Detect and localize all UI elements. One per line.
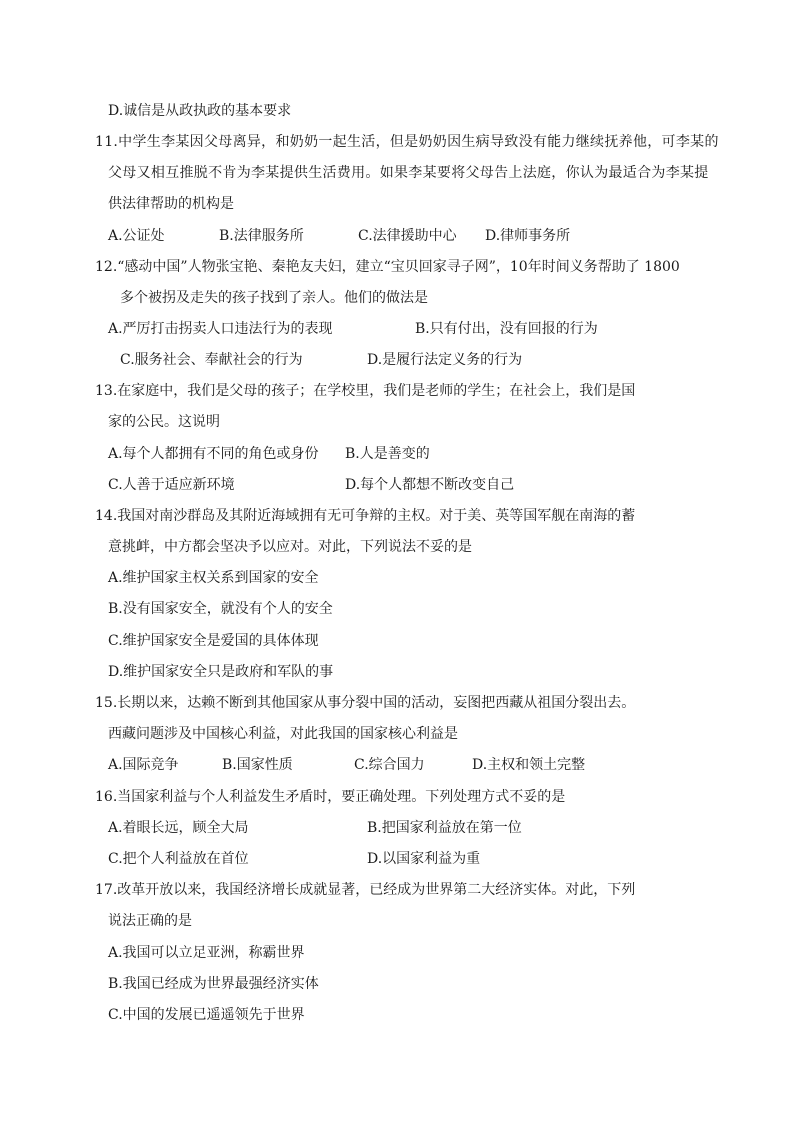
line-q15-stem-2: 西藏问题涉及中国核心利益，对此我国的国家核心利益是 [108, 726, 458, 742]
q13-option-d: D.每个人都想不断改变自己 [345, 477, 515, 493]
line-q11-stem-1: 11.中学生李某因父母离异，和奶奶一起生活，但是奶奶因生病导致没有能力继续抚养他，可李某的 [95, 134, 719, 150]
q14-option-d: D.维护国家安全只是政府和军队的事 [108, 664, 334, 680]
q12-option-c: C.服务社会、奉献社会的行为 [120, 352, 303, 368]
line-q12-stem-2: 多个被拐及走失的孩子找到了亲人。他们的做法是 [120, 290, 428, 306]
q16-option-d: D.以国家利益为重 [367, 851, 481, 867]
line-q13-stem-2: 家的公民。这说明 [108, 414, 220, 430]
q16-option-a: A.着眼长远，顾全大局 [108, 820, 249, 836]
q11-option-d: D.律师事务所 [485, 228, 571, 244]
line-q11-stem-3: 供法律帮助的机构是 [108, 196, 234, 212]
q15-option-c: C.综合国力 [354, 757, 425, 773]
q13-option-c: C.人善于适应新环境 [108, 477, 235, 493]
q15-option-a: A.国际竞争 [108, 757, 179, 773]
q14-option-a: A.维护国家主权关系到国家的安全 [108, 570, 319, 586]
q12-option-b: B.只有付出，没有回报的行为 [415, 321, 598, 337]
line-q10-option-d: D.诚信是从政执政的基本要求 [108, 103, 292, 119]
line-q14-stem-1: 14.我国对南沙群岛及其附近海域拥有无可争辩的主权。对于美、英等国军舰在南海的蓄 [95, 508, 636, 524]
q17-option-b: B.我国已经成为世界最强经济实体 [108, 976, 319, 992]
q11-option-c: C.法律援助中心 [358, 228, 457, 244]
q11-option-b: B.法律服务所 [219, 228, 304, 244]
q16-option-c: C.把个人利益放在首位 [108, 851, 249, 867]
q16-option-b: B.把国家利益放在第一位 [367, 820, 522, 836]
line-q17-stem-1: 17.改革开放以来，我国经济增长成就显著，已经成为世界第二大经济实体。对此，下列 [95, 882, 636, 898]
q11-option-a: A.公证处 [108, 228, 165, 244]
q12-option-d: D.是履行法定义务的行为 [367, 352, 523, 368]
line-q17-stem-2: 说法正确的是 [108, 913, 192, 929]
q17-option-c: C.中国的发展已遥遥领先于世界 [108, 1007, 305, 1023]
line-q14-stem-2: 意挑衅，中方都会坚决予以应对。对此，下列说法不妥的是 [108, 539, 472, 555]
line-q16-stem: 16.当国家利益与个人利益发生矛盾时，要正确处理。下列处理方式不妥的是 [95, 789, 566, 805]
q15-option-d: D.主权和领土完整 [472, 757, 586, 773]
q17-option-a: A.我国可以立足亚洲，称霸世界 [108, 945, 305, 961]
q12-option-a: A.严厉打击拐卖人口违法行为的表现 [108, 321, 333, 337]
line-q11-stem-2: 父母又相互推脱不肯为李某提供生活费用。如果李某要将父母告上法庭，你认为最适合为李某提 [108, 165, 709, 181]
q14-option-c: C.维护国家安全是爱国的具体体现 [108, 633, 319, 649]
line-q15-stem-1: 15.长期以来，达赖不断到其他国家从事分裂中国的活动，妄图把西藏从祖国分裂出去。 [95, 695, 636, 711]
line-q13-stem-1: 13.在家庭中，我们是父母的孩子；在学校里，我们是老师的学生；在社会上，我们是国 [95, 383, 636, 399]
q14-option-b: B.没有国家安全，就没有个人的安全 [108, 601, 333, 617]
line-q12-stem-1: 12.“感动中国”人物张宝艳、秦艳友夫妇，建立“宝贝回家寻子网”，10年时间义务帮助了 1800 [95, 259, 680, 275]
q13-option-b: B.人是善变的 [345, 446, 430, 462]
q15-option-b: B.国家性质 [222, 757, 293, 773]
q13-option-a: A.每个人都拥有不同的角色或身份 [108, 446, 319, 462]
